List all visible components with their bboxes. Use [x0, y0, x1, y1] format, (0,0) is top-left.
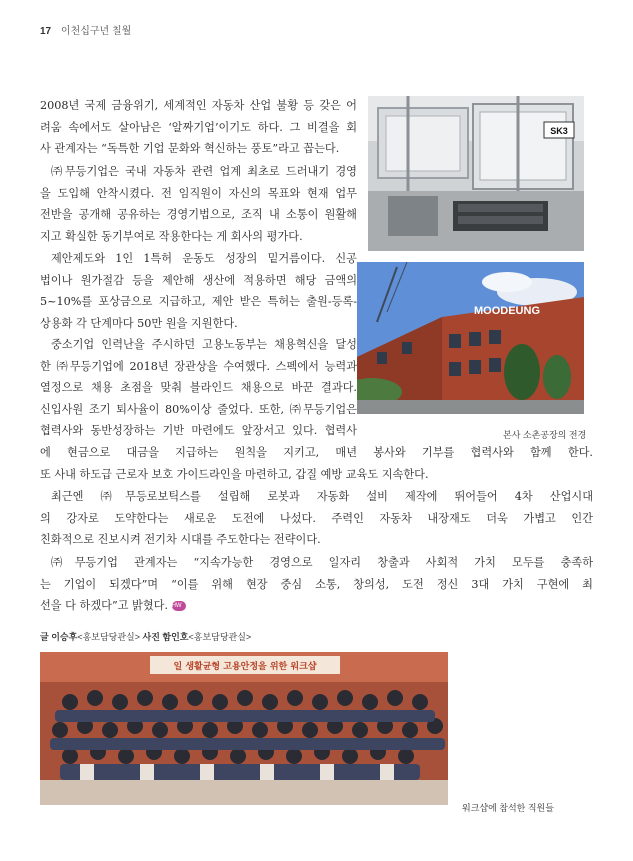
text-line: 사 관계자는 “독특한 기업 문화와 혁신하는 풍토”라고 꼽는다. [40, 142, 340, 156]
page-number: 17 [40, 26, 52, 37]
paragraph-4 [40, 334, 357, 442]
writer-dept: <홍보담당관실> [77, 632, 140, 642]
text-line: 상용화 각 단계마다 50만 원을 지원한다. [40, 316, 238, 330]
building-photo [357, 262, 584, 414]
text-line: 5~10%를 포상금으로 지급하고, 제안 받은 특허는 출원-등록- [40, 295, 357, 309]
paragraph-2 [40, 161, 357, 247]
group-illustration [40, 652, 448, 805]
text-line: ㈜무등기업은 국내 자동차 관련 업계 최초로 드러내기 경영 [51, 165, 357, 178]
paragraph-1 [40, 95, 357, 160]
end-mark-icon: HW [172, 601, 186, 611]
text-line: 제안제도와 1인 1특허 운동도 성장의 밑거름이다. 신공 [51, 252, 357, 265]
text-line: 는 기업이 되겠다”며 “이를 위해 현장 중심 소통, 창의성, 도전 정신 3대 가치 구현에 최 [40, 577, 593, 591]
text-line: 열정으로 채용 초점을 맞춰 블라인드 채용으로 바꾼 결과다. [40, 381, 357, 395]
text-line: 지고 확실한 동기부여로 작용한다는 게 회사의 평가다. [40, 229, 303, 243]
text-line: ㈜무등기업 관계자는 “지속가능한 경영으로 일자리 창출과 사회적 가치 모두를 충족하 [51, 556, 593, 569]
text-line: 려움 속에서도 살아남은 ‘알짜기업’이기도 하다. 그 비결을 회 [40, 120, 357, 134]
building-sign: MOODEUNG [474, 305, 540, 317]
paragraph-4-continued [40, 442, 593, 485]
photo-dept: <홍보담당관실> [188, 632, 252, 642]
section-title: 이천십구년 칠월 [60, 26, 132, 37]
group-caption: 워크샵에 참석한 직원들 [462, 803, 554, 813]
byline [40, 630, 251, 643]
text-line: 에 현금으로 대금을 지급하는 원칙을 지키고, 매년 봉사와 기부를 협력사와 함께 한다. [40, 446, 593, 459]
text-line: 최근엔 ㈜무등로보틱스를 설립해 로봇과 자동화 설비 제작에 뛰어들어 4차 산업시대 [51, 490, 593, 503]
text-line: 전반을 공개해 공유하는 경영기법으로, 조직 내 소통이 원활해 [40, 208, 357, 222]
banner-text: 일 생활균형 고용안정을 위한 워크샵 [173, 662, 317, 672]
factory-illustration [368, 96, 584, 251]
paragraph-6 [40, 552, 593, 617]
text-line: 한 ㈜무등기업에 2018년 장관상을 수여했다. 스펙에서 능력과 [40, 359, 357, 373]
text-line: 의 강자로 도약한다는 새로운 도전에 나섰다. 주력인 자동차 내장재도 더욱 가볍고 인간 [40, 511, 593, 525]
writer-name: 이승후 [51, 632, 78, 642]
paragraph-5 [40, 486, 593, 551]
text-line: 중소기업 인력난을 주시하던 고용노동부는 채용혁신을 달성 [51, 338, 357, 351]
text-line: 법이나 원가절감 등을 제안해 생산에 적용하면 해당 금액의 [40, 273, 357, 287]
writer-label: 글 [40, 632, 49, 642]
text-line: 을 도입해 안착시켰다. 전 임직원이 자신의 목표와 현재 업무 [40, 186, 357, 200]
page-header [40, 22, 131, 37]
building-caption: 본사 소촌공장의 전경 [503, 430, 587, 440]
building-illustration [357, 262, 584, 414]
text-line: 협력사와 동반성장하는 기반 마련에도 앞장서고 있다. 협력사 [40, 424, 357, 438]
text-line: 신입사원 조기 퇴사율이 80%이상 줄었다. 또한, ㈜무등기업은 [40, 402, 357, 416]
photo-name: 함인호 [162, 632, 189, 642]
photo-label: 사진 [142, 632, 160, 642]
text-line: 선을 다 하겠다”고 밝혔다. HW [40, 595, 593, 617]
text-line: 2008년 국제 금융위기, 세계적인 자동차 산업 불황 등 갖은 어 [40, 99, 357, 112]
text-line: 친화적으로 진보시켜 전기차 시대를 주도한다는 전략이다. [40, 533, 321, 547]
factory-photo [368, 96, 584, 251]
factory-sign: SK3 [550, 126, 568, 136]
group-photo [40, 652, 448, 805]
text-line: 또 사내 하도급 근로자 보호 가이드라인을 마련하고, 갑질 예방 교육도 지속한다. [40, 467, 429, 481]
paragraph-3 [40, 248, 357, 334]
